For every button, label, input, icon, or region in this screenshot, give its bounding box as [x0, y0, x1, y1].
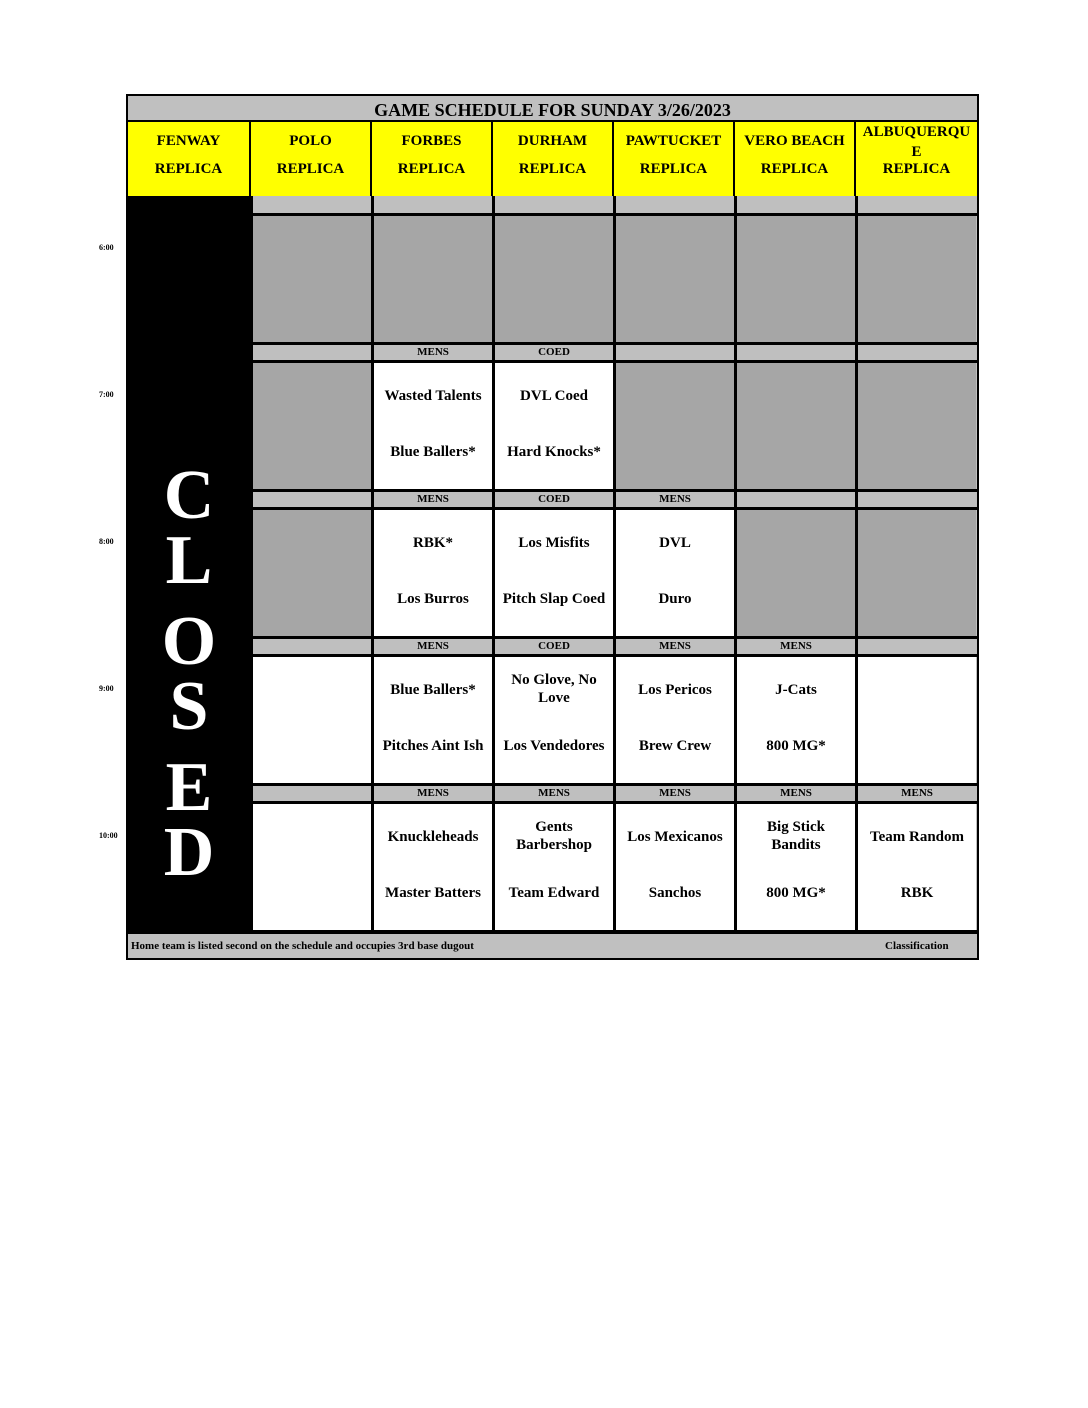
closed-letter: L [165, 522, 213, 599]
away-team: Los Pericos [638, 682, 712, 698]
home-team: Hard Knocks* [507, 444, 601, 460]
unused-slot [253, 510, 371, 637]
field-type: REPLICA [639, 161, 708, 177]
field-header-polo [251, 122, 372, 196]
schedule-grid [250, 196, 977, 932]
grid-line [250, 196, 253, 932]
field-name: VERO BEACH [744, 133, 845, 149]
home-team: Los Vendedores [503, 738, 605, 754]
time-label: 8:00 [99, 537, 114, 546]
classification-cell: MENS [616, 492, 734, 507]
unused-slot [737, 216, 855, 343]
field-name: POLO [289, 133, 332, 149]
field-type: REPLICA [760, 161, 829, 177]
time-label: 6:00 [99, 243, 114, 252]
game-slot [495, 804, 613, 931]
field-type: REPLICA [154, 161, 223, 177]
unused-slot [616, 216, 734, 343]
game-slot [616, 657, 734, 784]
schedule-table [126, 94, 979, 960]
classification-cell [737, 345, 855, 360]
field-type: REPLICA [276, 161, 345, 177]
home-team: Blue Ballers* [390, 444, 476, 460]
classification-cell [616, 345, 734, 360]
away-team: Wasted Talents [384, 388, 482, 404]
classification-cell: MENS [374, 492, 492, 507]
unused-slot [253, 363, 371, 490]
unused-slot [858, 216, 976, 343]
game-slot [374, 510, 492, 637]
away-team: DVL Coed [520, 388, 588, 404]
away-team: Team Random [869, 829, 965, 845]
game-slot [495, 510, 613, 637]
footer-classification: Classification [885, 940, 949, 952]
classification-cell [858, 492, 976, 507]
grid-line [613, 196, 616, 932]
field-header-row [128, 122, 977, 196]
closed-letter: O [161, 603, 217, 680]
unused-slot [737, 363, 855, 490]
time-label: 10:00 [99, 831, 118, 840]
away-team: Los Mexicanos [627, 829, 723, 845]
classification-cell: MENS [374, 786, 492, 801]
away-team: Big Stick Bandits [767, 819, 825, 853]
unused-slot [858, 363, 976, 490]
classification-cell: MENS [495, 786, 613, 801]
field-name: ALBUQUERQU E [862, 124, 971, 160]
game-slot [374, 363, 492, 490]
game-slot [737, 804, 855, 931]
classification-cell [374, 198, 492, 213]
home-team: Duro [658, 591, 692, 607]
closed-letter: E [165, 749, 213, 826]
home-team: 800 MG* [766, 885, 826, 901]
home-team: Pitches Aint Ish [382, 738, 484, 754]
game-slot [858, 657, 976, 784]
game-slot [253, 804, 371, 931]
footer-bar [128, 932, 977, 958]
field-header-durham [493, 122, 614, 196]
home-team: 800 MG* [766, 738, 826, 754]
home-team: Sanchos [648, 885, 702, 901]
classification-cell [737, 492, 855, 507]
home-team: Master Batters [385, 885, 481, 901]
home-team: RBK [900, 885, 934, 901]
away-team: J-Cats [775, 682, 817, 698]
fenway-closed-banner [128, 196, 250, 932]
classification-cell [858, 639, 976, 654]
unused-slot [616, 363, 734, 490]
classification-cell: COED [495, 639, 613, 654]
classification-cell [253, 639, 371, 654]
field-type: REPLICA [397, 161, 466, 177]
time-column [0, 0, 126, 1408]
away-team: DVL [659, 535, 691, 551]
classification-cell: MENS [616, 786, 734, 801]
classification-cell: COED [495, 345, 613, 360]
classification-cell: MENS [737, 786, 855, 801]
game-slot [374, 804, 492, 931]
home-team: Los Burros [397, 591, 469, 607]
unused-slot [374, 216, 492, 343]
closed-letter: D [163, 814, 215, 891]
game-slot [616, 510, 734, 637]
classification-cell: MENS [737, 639, 855, 654]
closed-letter: C [163, 457, 215, 534]
grid-line [855, 196, 858, 932]
game-slot [495, 657, 613, 784]
field-name: PAWTUCKET [625, 133, 722, 149]
game-slot [495, 363, 613, 490]
footer-note: Home team is listed second on the schedule and occupies 3rd base dugout [131, 940, 474, 952]
home-team: Pitch Slap Coed [502, 591, 606, 607]
unused-slot [253, 216, 371, 343]
unused-slot [858, 510, 976, 637]
field-header-fenway [128, 122, 251, 196]
away-team: Los Misfits [518, 535, 590, 551]
away-team: Blue Ballers* [390, 682, 476, 698]
classification-cell [253, 198, 371, 213]
classification-cell [616, 198, 734, 213]
home-team: Team Edward [508, 885, 600, 901]
classification-cell [253, 345, 371, 360]
unused-slot [495, 216, 613, 343]
classification-cell: COED [495, 492, 613, 507]
game-slot [374, 657, 492, 784]
field-header-vero-beach [735, 122, 856, 196]
away-team: Gents Barbershop [516, 819, 592, 853]
field-header-albuquerque [856, 122, 977, 196]
classification-cell: MENS [616, 639, 734, 654]
grid-line [492, 196, 495, 932]
classification-cell [253, 786, 371, 801]
game-slot [858, 804, 976, 931]
time-label: 9:00 [99, 684, 114, 693]
time-label: 7:00 [99, 390, 114, 399]
classification-cell: MENS [374, 345, 492, 360]
field-name: FORBES [401, 133, 462, 149]
classification-cell: MENS [858, 786, 976, 801]
game-slot [737, 657, 855, 784]
home-team: Brew Crew [638, 738, 712, 754]
classification-cell [858, 198, 976, 213]
classification-cell [737, 198, 855, 213]
game-slot [253, 657, 371, 784]
closed-letter: S [169, 668, 209, 745]
field-header-forbes [372, 122, 493, 196]
field-name: FENWAY [156, 133, 221, 149]
unused-slot [737, 510, 855, 637]
away-team: RBK* [412, 535, 453, 551]
field-name: DURHAM [517, 133, 588, 149]
classification-cell: MENS [374, 639, 492, 654]
away-team: No Glove, No Love [511, 672, 597, 706]
page-title: GAME SCHEDULE FOR SUNDAY 3/26/2023 [128, 96, 977, 122]
grid-line [734, 196, 737, 932]
field-type: REPLICA [882, 161, 951, 177]
classification-cell [253, 492, 371, 507]
field-header-pawtucket [614, 122, 735, 196]
away-team: Knuckleheads [387, 829, 479, 845]
field-type: REPLICA [518, 161, 587, 177]
grid-line [371, 196, 374, 932]
classification-cell [495, 198, 613, 213]
classification-cell [858, 345, 976, 360]
game-slot [616, 804, 734, 931]
